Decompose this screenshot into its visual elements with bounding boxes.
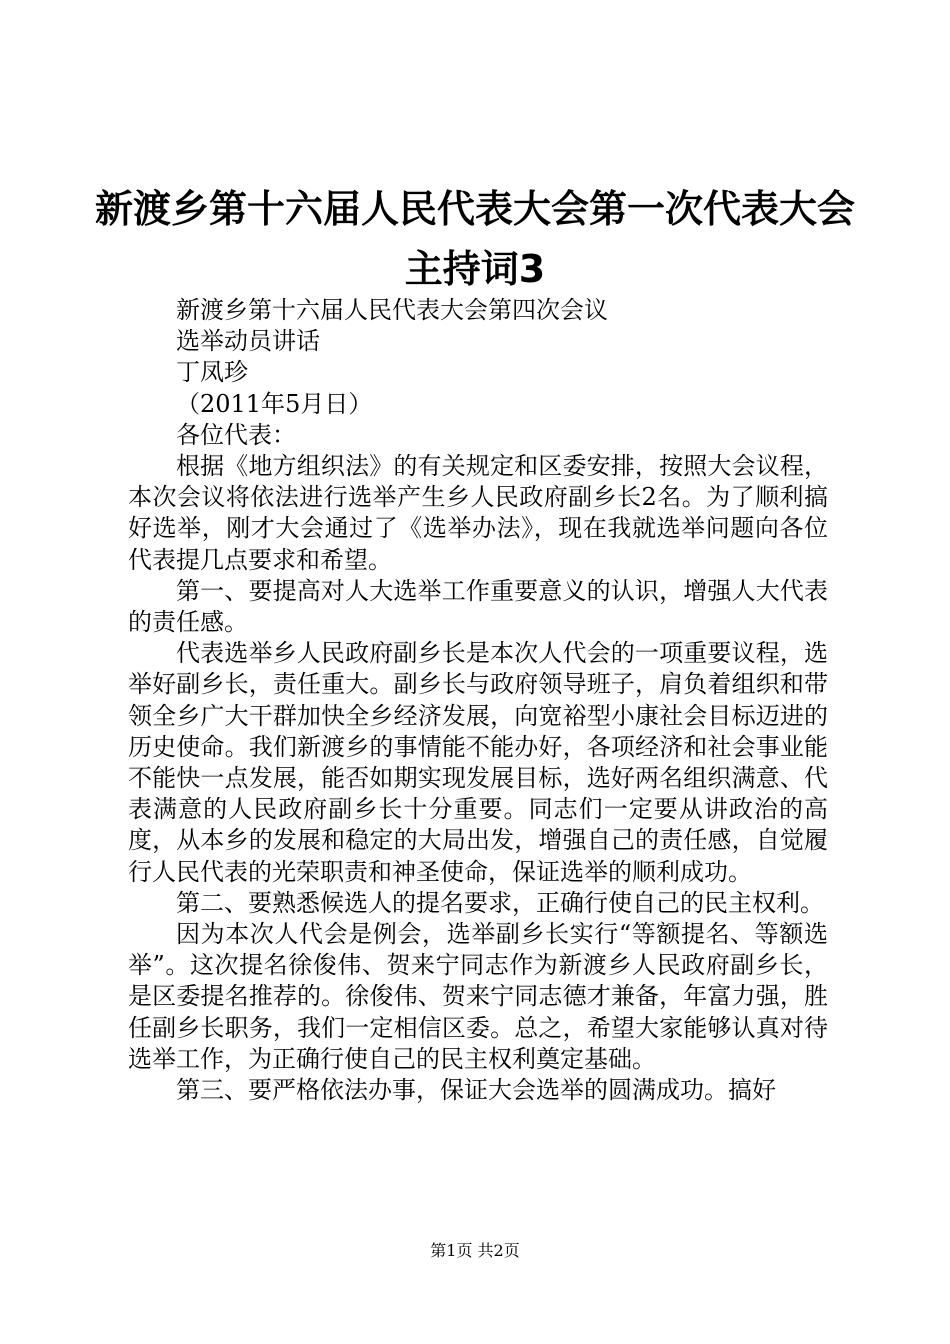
paragraph: 根据《地方组织法》的有关规定和区委安排，按照大会议程，本次会议将依法进行选举产生乡人民政府副乡长2名。为了顺利搞好选举，刚才大会通过了《选举办法》，现在我就选举问题向各位代表提几点要求和希望。 (128, 452, 828, 574)
salutation: 各位代表： (176, 420, 296, 449)
speech-type: 选举动员讲话 (176, 327, 320, 356)
speaker-name: 丁凤珍 (176, 358, 248, 387)
document-title-line-2: 主持词3 (404, 247, 546, 291)
paragraph: 第一、要提高对人大选举工作重要意义的认识，增强人大代表的责任感。 (128, 576, 828, 637)
page-footer (0, 1240, 950, 1262)
paragraph: 代表选举乡人民政府副乡长是本次人代会的一项重要议程，选举好副乡长，责任重大。副乡长与政府领导班子，肩负着组织和带领全乡广大干群加快全乡经济发展，向宽裕型小康社会目标迈进的历史使命。我们新渡乡的事情能不能办好，各项经济和社会事业能不能快一点发展，能否如期实现发展目标，选好两名组织满意、代表满意的人民政府副乡长十分重要。同志们一定要从讲政治的高度，从本乡的发展和稳定的大局出发，增强自己的责任感，自觉履行人民代表的光荣职责和神圣使命，保证选举的顺利成功。 (128, 639, 828, 886)
speech-date: （2011年5月日） (176, 389, 373, 418)
paragraph: 因为本次人代会是例会，选举副乡长实行“等额提名、等额选举”。这次提名徐俊伟、贺来宁同志作为新渡乡人民政府副乡长，是区委提名推荐的。徐俊伟、贺来宁同志德才兼备，年富力强，胜任副乡长职务，我们一定相信区委。总之，希望大家能够认真对待选举工作，为正确行使自己的民主权利奠定基础。 (128, 920, 828, 1073)
document-body (128, 295, 828, 1106)
paragraph: 第二、要熟悉候选人的提名要求，正确行使自己的民主权利。 (176, 888, 824, 917)
paragraph: 第三、要严格依法办事，保证大会选举的圆满成功。搞好 (176, 1076, 776, 1105)
meeting-name: 新渡乡第十六届人民代表大会第四次会议 (176, 296, 608, 324)
page-indicator: 第1页 共2页 (430, 1241, 520, 1260)
document-title-line-1: 新渡乡第十六届人民代表大会第一次代表大会 (94, 187, 855, 231)
